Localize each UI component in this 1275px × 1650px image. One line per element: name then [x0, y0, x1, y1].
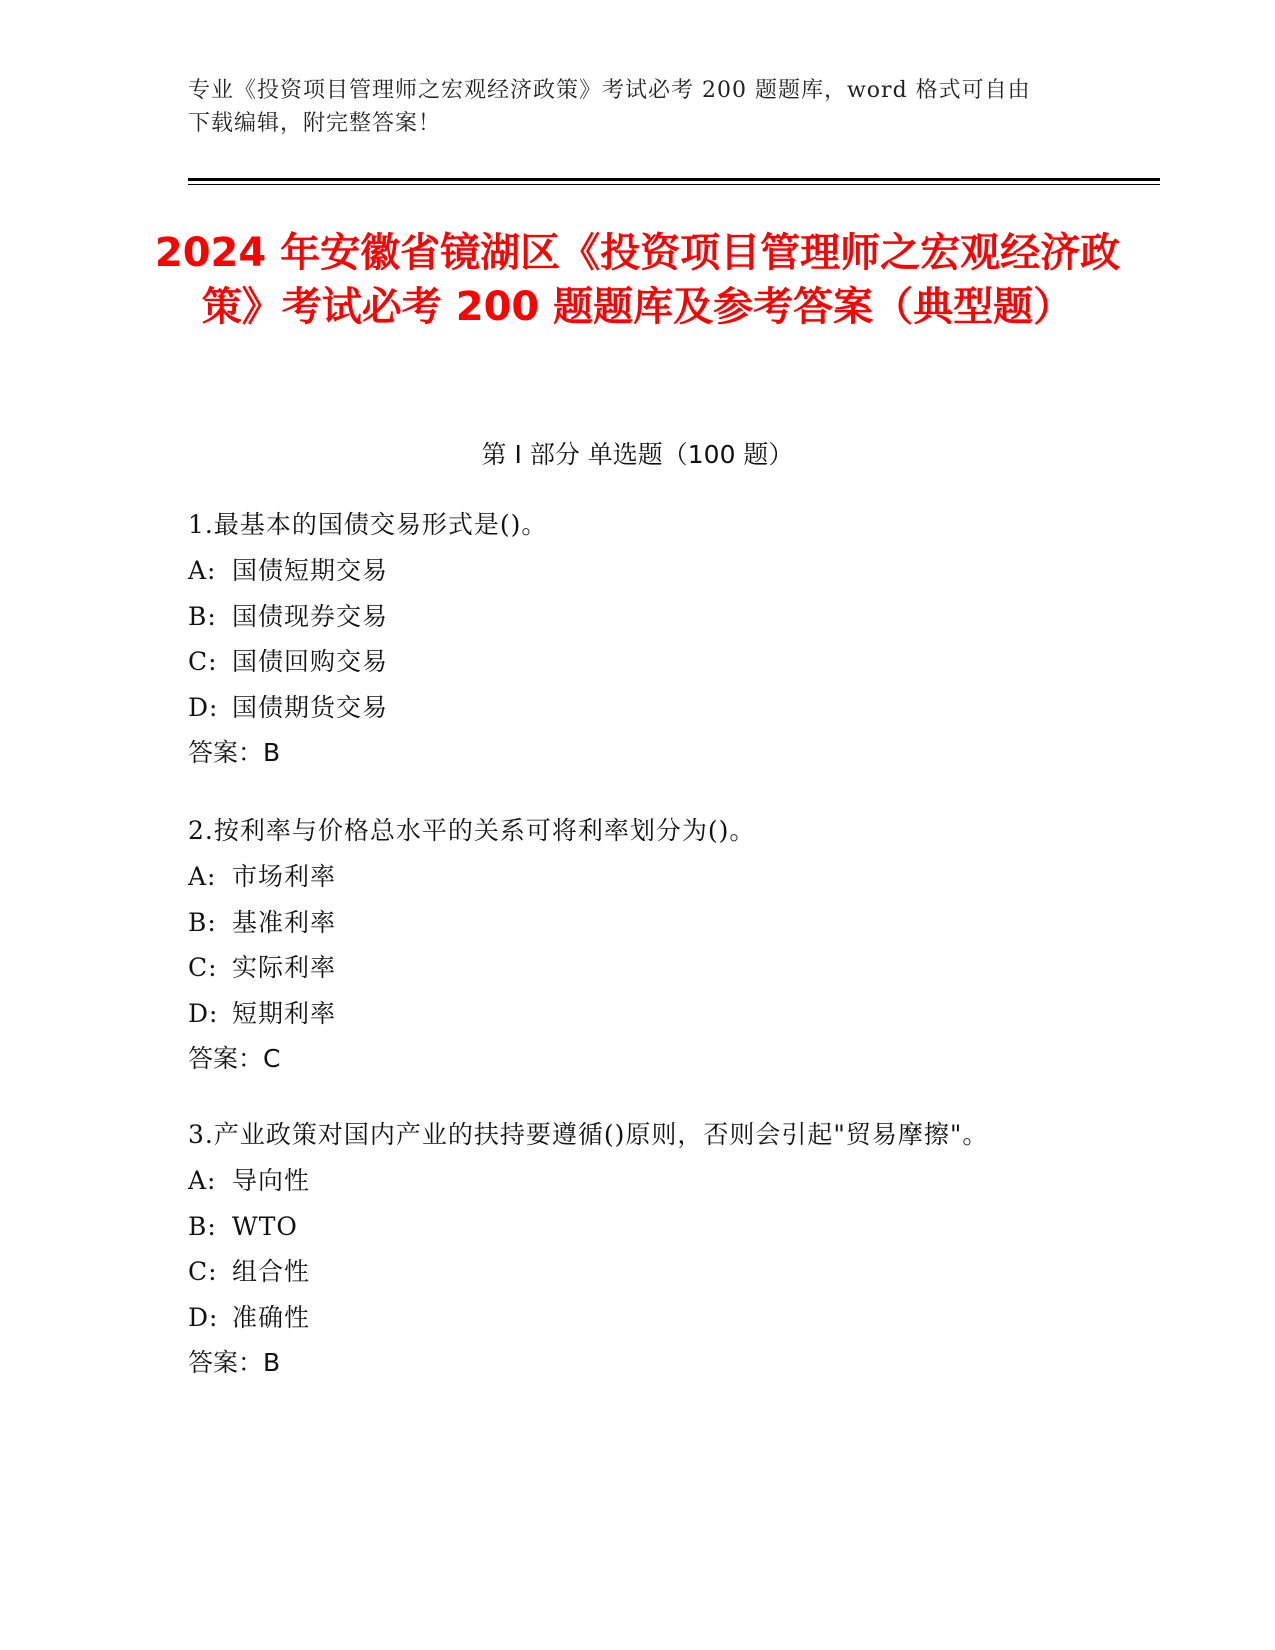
question-2 — [188, 808, 1088, 1082]
option-a — [188, 1158, 1068, 1204]
option-text: 基准利率 — [232, 907, 337, 937]
question-3 — [188, 1112, 1068, 1386]
option-a — [188, 854, 1088, 900]
option-key: C: — [188, 647, 218, 676]
header-note-line-1: 专业《投资项目管理师之宏观经济政策》考试必考 200 题题库，word 格式可自由 — [188, 78, 1031, 103]
option-key: D: — [188, 1302, 219, 1332]
answer: 答案：B — [188, 1348, 281, 1377]
option-text: 短期利率 — [232, 998, 337, 1028]
option-text: 国债回购交易 — [232, 647, 389, 676]
option-text: 组合性 — [232, 1257, 311, 1286]
header-note-line-2: 下载编辑，附完整答案！ — [188, 111, 442, 136]
option-key: A: — [188, 556, 217, 585]
option-key: B: — [188, 907, 217, 937]
option-text: 准确性 — [232, 1302, 311, 1332]
option-key: B: — [188, 1211, 217, 1241]
option-text: 市场利率 — [232, 862, 337, 891]
option-b — [188, 1204, 1068, 1250]
option-c — [188, 639, 1088, 685]
header-note — [188, 74, 1068, 140]
question-1 — [188, 502, 1088, 776]
header-divider-thin — [188, 184, 1160, 185]
option-key: D: — [188, 692, 219, 722]
option-c — [188, 1249, 1068, 1295]
document-title: 2024 年安徽省镜湖区《投资项目管理师之宏观经济政策》考试必考 200 题题库及参考答案（典型题） — [154, 230, 1121, 330]
option-d — [188, 991, 1088, 1037]
option-key: C: — [188, 953, 218, 982]
option-key: C: — [188, 1257, 218, 1286]
option-text: 导向性 — [232, 1166, 311, 1195]
option-text: 实际利率 — [232, 953, 337, 982]
answer: 答案：B — [188, 738, 281, 767]
option-d — [188, 1295, 1068, 1341]
option-key: A: — [188, 862, 217, 891]
option-text: 国债期货交易 — [232, 692, 389, 722]
question-stem: 3.产业政策对国内产业的扶持要遵循()原则，否则会引起"贸易摩擦"。 — [188, 1120, 989, 1149]
option-d — [188, 685, 1088, 731]
option-text: 国债现券交易 — [232, 601, 389, 631]
header-divider-thick — [188, 178, 1160, 181]
answer: 答案：C — [188, 1044, 281, 1073]
option-key: D: — [188, 998, 219, 1028]
question-stem: 1.最基本的国债交易形式是()。 — [188, 510, 548, 539]
option-c — [188, 945, 1088, 991]
option-text: 国债短期交易 — [232, 556, 389, 585]
option-b — [188, 900, 1088, 946]
option-b — [188, 594, 1088, 640]
section-title: 第 I 部分 单选题（100 题） — [481, 440, 794, 469]
option-text: WTO — [232, 1211, 298, 1241]
option-a — [188, 548, 1088, 594]
option-key: A: — [188, 1166, 217, 1195]
question-stem: 2.按利率与价格总水平的关系可将利率划分为()。 — [188, 816, 756, 845]
option-key: B: — [188, 601, 217, 631]
